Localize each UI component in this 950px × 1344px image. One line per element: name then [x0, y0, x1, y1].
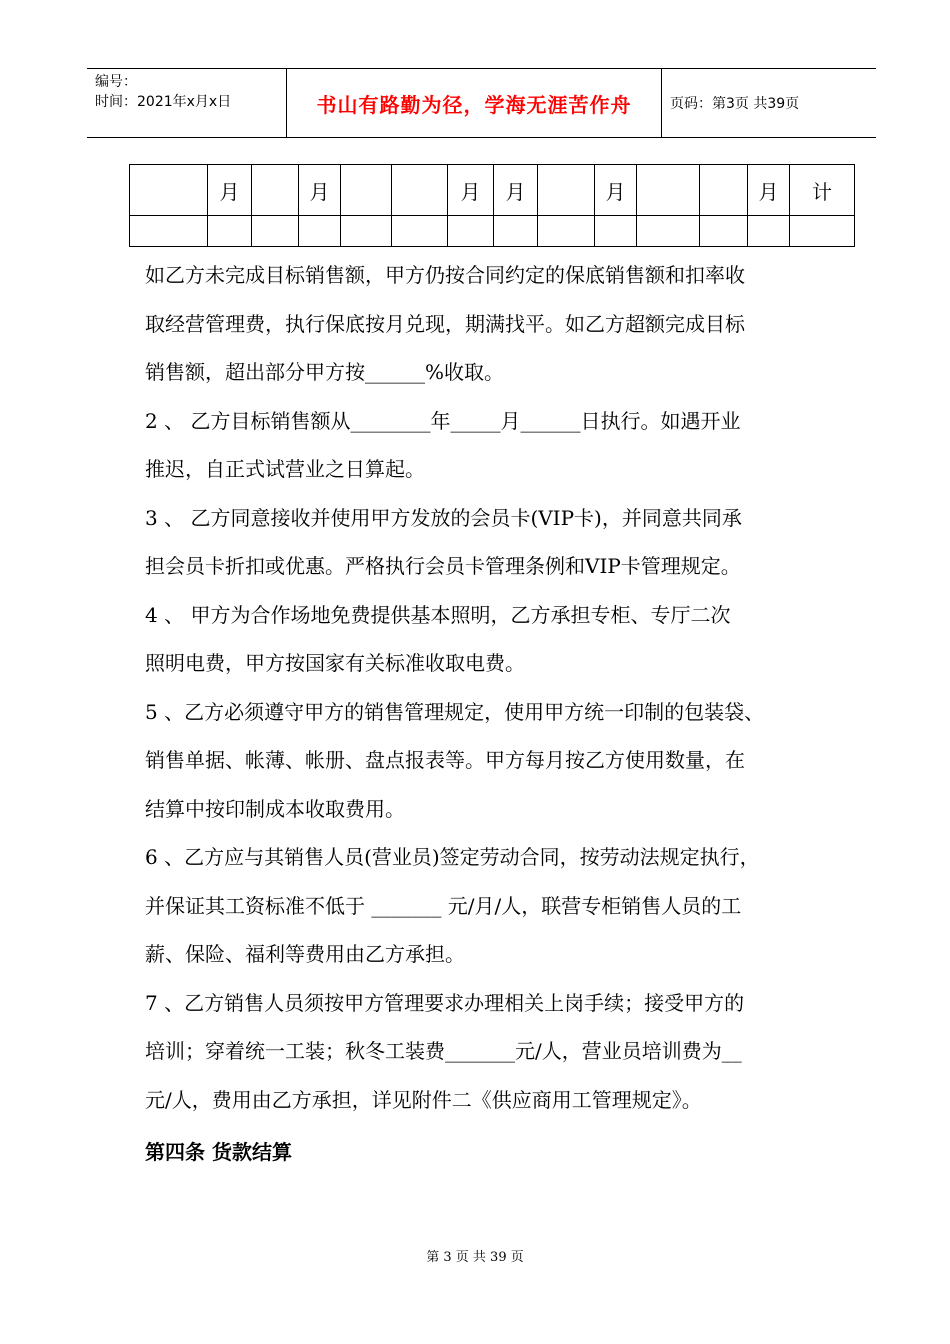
body-line: 6 、乙方应与其销售人员(营业员)签定劳动合同，按劳动法规定执行， — [145, 845, 760, 869]
table-row — [130, 216, 855, 247]
table-cell — [637, 165, 700, 216]
body-line: 7 、乙方销售人员须按甲方管理要求办理相关上岗手续；接受甲方的 — [145, 990, 745, 1015]
table-cell: 月 — [208, 165, 252, 216]
table-cell — [494, 216, 538, 247]
table-cell — [130, 165, 208, 216]
table-cell — [538, 216, 595, 247]
contract-body — [145, 251, 835, 1177]
body-line: 元/人，费用由乙方承担，详见附件二《供应商用工管理规定》。 — [145, 1087, 702, 1112]
header-meta — [95, 72, 231, 112]
body-line: 取经营管理费，执行保底按月兑现，期满找平。如乙方超额完成目标 — [145, 311, 745, 336]
section-heading: 第四条 货款结算 — [145, 1140, 292, 1164]
body-line: 3 、 乙方同意接收并使用甲方发放的会员卡(VIP卡)，并同意共同承 — [145, 505, 742, 530]
table-cell: 月 — [299, 165, 341, 216]
table-cell — [448, 216, 494, 247]
header-divider — [661, 69, 662, 137]
page-footer: 第 3 页 共 39 页 — [426, 1250, 524, 1265]
table-cell — [637, 216, 700, 247]
table-cell — [700, 216, 748, 247]
body-line: 销售单据、帐薄、帐册、盘点报表等。甲方每月按乙方使用数量，在 — [145, 748, 745, 772]
table-cell: 月 — [748, 165, 790, 216]
body-line: 2 、 乙方目标销售额从________年_____月______日执行。如遇开业 — [145, 408, 741, 433]
body-line: 照明电费，甲方按国家有关标准收取电费。 — [145, 651, 525, 675]
table-cell: 月 — [595, 165, 637, 216]
header-motto: 书山有路勤为径，学海无涯苦作舟 — [316, 92, 632, 117]
header-page-number: 页码：第3页 共39页 — [670, 96, 800, 112]
table-cell — [341, 216, 392, 247]
table-cell — [538, 165, 595, 216]
table-cell — [252, 216, 299, 247]
body-line: 推迟，自正式试营业之日算起。 — [145, 457, 425, 481]
document-number: 编号： — [95, 74, 137, 90]
table-cell — [595, 216, 637, 247]
table-cell: 计 — [790, 165, 855, 216]
table-cell — [392, 165, 448, 216]
body-line: 销售额，超出部分甲方按______%收取。 — [145, 360, 505, 384]
table-cell — [299, 216, 341, 247]
table-cell — [208, 216, 252, 247]
table-cell: 月 — [448, 165, 494, 216]
table-cell — [392, 216, 448, 247]
page-header — [87, 68, 876, 138]
body-line: 4 、 甲方为合作场地免费提供基本照明，乙方承担专柜、专厅二次 — [145, 602, 731, 627]
body-line: 薪、保险、福利等费用由乙方承担。 — [145, 942, 465, 966]
table-cell — [341, 165, 392, 216]
table-cell — [748, 216, 790, 247]
body-line: 5 、乙方必须遵守甲方的销售管理规定，使用甲方统一印制的包装袋、 — [145, 699, 765, 724]
body-line: 培训；穿着统一工装；秋冬工装费_______元/人，营业员培训费为__ — [145, 1039, 742, 1063]
body-line: 如乙方未完成目标销售额，甲方仍按合同约定的保底销售额和扣率收 — [145, 263, 745, 287]
table-row — [130, 165, 855, 216]
body-line: 并保证其工资标准不低于 _______ 元/月/人，联营专柜销售人员的工 — [145, 893, 742, 918]
body-line: 结算中按印制成本收取费用。 — [145, 796, 405, 821]
table-cell — [700, 165, 748, 216]
table-cell — [130, 216, 208, 247]
table-cell — [790, 216, 855, 247]
monthly-target-table — [129, 164, 855, 247]
table-cell: 月 — [494, 165, 538, 216]
table-cell — [252, 165, 299, 216]
body-line: 担会员卡折扣或优惠。严格执行会员卡管理条例和VIP卡管理规定。 — [145, 554, 741, 578]
document-date: 时间：2021年x月x日 — [95, 94, 232, 110]
